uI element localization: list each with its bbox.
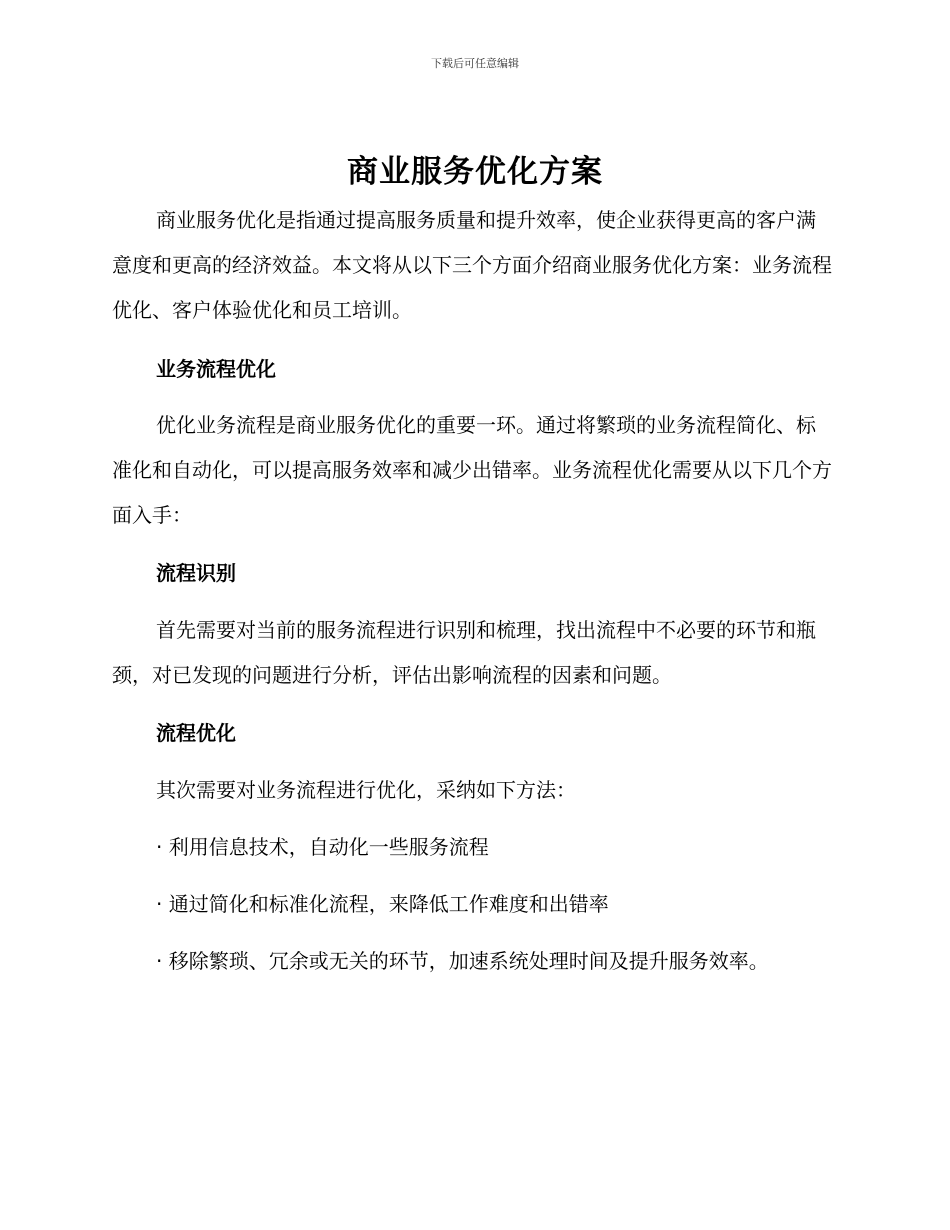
header-note: 下载后可任意编辑	[431, 57, 519, 70]
page-title: 商业服务优化方案	[347, 154, 603, 190]
section-paragraph-process-optimization: 优化业务流程是商业服务优化的重要一环。通过将繁琐的业务流程简化、标准化和自动化，可以提高服务效率和减少出错率。业务流程优化需要从以下几个方面入手：	[112, 413, 832, 527]
bullet-item: · 利用信息技术，自动化一些服务流程	[156, 835, 489, 859]
subsection-heading-process-improvement: 流程优化	[156, 721, 236, 745]
subsection-paragraph-process-identification: 首先需要对当前的服务流程进行识别和梳理，找出流程中不必要的环节和瓶颈，对已发现的问题进行分析，评估出影响流程的因素和问题。	[112, 618, 816, 687]
section-heading-process-optimization: 业务流程优化	[156, 357, 276, 381]
intro-paragraph: 商业服务优化是指通过提高服务质量和提升效率，使企业获得更高的客户满意度和更高的经济效益。本文将从以下三个方面介绍商业服务优化方案：业务流程优化、客户体验优化和员工培训。	[112, 208, 832, 322]
subsection-heading-process-identification: 流程识别	[156, 561, 236, 585]
subsection-lead-process-improvement: 其次需要对业务流程进行优化，采纳如下方法：	[156, 778, 576, 802]
bullet-item: · 通过简化和标准化流程，来降低工作难度和出错率	[156, 892, 609, 916]
bullet-item: · 移除繁琐、冗余或无关的环节，加速系统处理时间及提升服务效率。	[156, 949, 769, 973]
